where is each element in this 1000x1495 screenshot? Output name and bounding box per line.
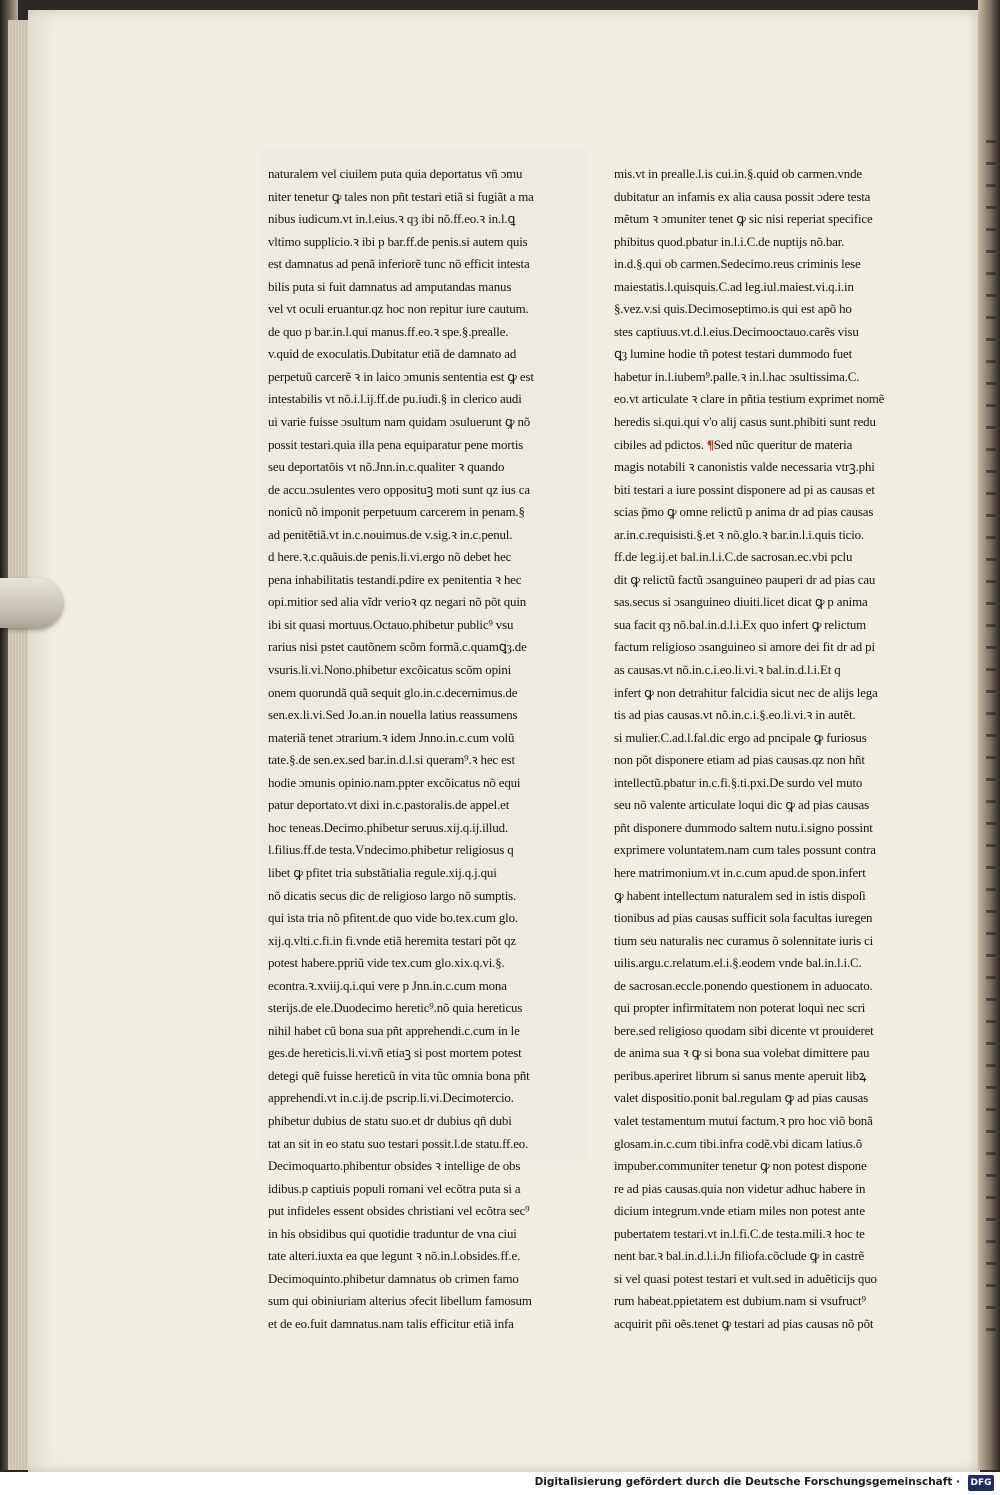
line-text: intellectũ.pbatur in.c.fi.§.ti.pxi.De surdo vel muto <box>614 775 863 790</box>
line-text: sterijs.de ele.Duodecimo heretic⁹.nõ quia hereticus <box>268 1001 523 1016</box>
line-text: patur deportato.vt dixi in.c.pastoralis.de appel.et <box>268 798 510 813</box>
text-line <box>614 1133 934 1156</box>
text-line <box>614 794 934 817</box>
line-text: tate.§.de sen.ex.sed bar.in.d.l.si queram⁹.ꝛ hec est <box>268 753 515 768</box>
text-line <box>268 952 588 975</box>
line-text: sas.secus si ɔsanguineo diuiti.licet dicat ꝙ p anima <box>614 595 868 610</box>
text-line <box>614 501 934 524</box>
line-text: ꝙ habent intellectum naturalem sed in istis dispoſi <box>614 888 866 903</box>
text-line <box>614 1065 934 1088</box>
text-line <box>268 885 588 908</box>
text-line <box>614 208 934 231</box>
line-text: magis notabili ꝛ canonistis valde necessaria vtrꝫ.phi <box>614 460 875 475</box>
line-text: acquirit pñi oẽs.tenet ꝙ testari ad pias causas nõ põt <box>614 1316 874 1331</box>
line-text: ges.de hereticis.li.vi.vñ etiaꝫ si post mortem potest <box>268 1046 522 1061</box>
text-line <box>268 749 588 772</box>
line-text: mẽtum ꝛ ɔmuniter tenet ꝙ sic nisi reperiat specifice <box>614 212 873 227</box>
text-line <box>614 1042 934 1065</box>
text-line <box>614 1020 934 1043</box>
line-text: de quo p bar.in.l.qui manus.ff.eo.ꝛ spe.§.prealle. <box>268 324 509 339</box>
line-text: in.d.§.qui ob carmen.Sedecimo.reus criminis lese <box>614 257 861 272</box>
text-line <box>614 411 934 434</box>
line-text: maiestatis.l.quisquis.C.ad leg.iul.maiest.vi.q.i.in <box>614 279 854 294</box>
line-text: rum habeat.ppietatem est dubium.nam si vsufruct⁹ <box>614 1294 866 1309</box>
line-text: et de eo.fuit damnatus.nam talis efficitur etiã infa <box>268 1316 514 1331</box>
text-line <box>614 614 934 637</box>
text-line <box>268 591 588 614</box>
line-text: qui propter infirmitatem non poterat loqui nec scri <box>614 1001 866 1016</box>
text-line <box>614 1268 934 1291</box>
line-text: sum qui obiniuriam alterius ɔfecit libellum famosum <box>268 1294 532 1309</box>
text-line <box>268 208 588 231</box>
line-text: stes captiuus.vt.d.l.eius.Decimooctauo.carẽs visu <box>614 324 859 339</box>
text-line <box>268 343 588 366</box>
line-text: dit ꝙ relictũ factũ ɔsanguineo pauperi dr ad pias cau <box>614 572 876 587</box>
text-line <box>614 636 934 659</box>
text-line <box>614 163 934 186</box>
line-text: tate alteri.iuxta ea que legunt ꝛ nõ.in.l.obsides.ff.e. <box>268 1249 521 1264</box>
text-line <box>268 186 588 209</box>
line-text: re ad pias causas.quia non videtur adhuc habere in <box>614 1181 866 1196</box>
line-text: potest habere.ppriũ vide tex.cum glo.xix.q.vi.§. <box>268 956 505 971</box>
text-line <box>268 1110 588 1133</box>
text-line <box>614 704 934 727</box>
text-line <box>614 659 934 682</box>
line-text: opi.mitior sed alia vĩdr verioꝛ qz negari nõ põt quin <box>268 595 527 610</box>
line-text: eo.vt articulate ꝛ clare in pñtia testium exprimet nomẽ <box>614 392 885 407</box>
text-line <box>614 1290 934 1313</box>
line-text: sua facit qȝ nõ.bal.in.d.l.i.Ex quo infert ꝙ relictum <box>614 617 867 632</box>
page-marker-clip <box>0 578 62 628</box>
text-line <box>614 975 934 998</box>
text-line <box>614 546 934 569</box>
text-line <box>268 839 588 862</box>
footer-bar <box>0 1472 1000 1495</box>
line-text: valet testamentum mutui factum.ꝛ pro hoc viõ bonã <box>614 1113 873 1128</box>
line-text: vsuris.li.vi.Nono.phibetur excõicatus scõm opini <box>268 663 512 678</box>
text-line <box>614 186 934 209</box>
line-text: apprehendi.vt in.c.ij.de pscrip.li.vi.Decimotercio. <box>268 1091 514 1106</box>
line-text: exprimere voluntatem.nam cum tales possunt contra <box>614 843 876 858</box>
line-text: seu nõ valente articulate loqui dic ꝙ ad pias causas <box>614 798 869 813</box>
text-line <box>268 253 588 276</box>
text-line <box>268 862 588 885</box>
line-text: non põt disponere etiam ad pias causas.qz non hñt <box>614 753 865 768</box>
text-line <box>268 434 588 457</box>
line-text: intestabilis vt nõ.i.l.ij.ff.de pu.iudi.§ in clerico audi <box>268 392 522 407</box>
text-line <box>268 930 588 953</box>
text-line <box>614 907 934 930</box>
line-text: here matrimonium.vt in.c.cum apud.de spon.infert <box>614 865 866 880</box>
text-line <box>268 1290 588 1313</box>
text-line <box>268 997 588 1020</box>
paragraph-mark: ¶ <box>703 437 714 452</box>
line-text: possit testari.quia illa pena equiparatur pene mortis <box>268 437 524 452</box>
line-text: pñt disponere dummodo saltem nutu.i.signo possint <box>614 820 873 835</box>
line-text: valet dispositio.ponit bal.regulam ꝙ ad pias causas <box>614 1091 869 1106</box>
line-text: pena inhabilitatis testandi.pdire ex penitentia ꝛ hec <box>268 572 522 587</box>
text-line <box>614 253 934 276</box>
text-line <box>268 321 588 344</box>
text-line <box>614 930 934 953</box>
line-text: tis ad pias causas.vt nõ.in.c.i.§.eo.li.vi.ꝛ in autẽt. <box>614 708 856 723</box>
text-line <box>268 1245 588 1268</box>
line-text: v.quid de exoculatis.Dubitatur etiã de damnato ad <box>268 347 517 362</box>
line-text: l.filius.ff.de testa.Vndecimo.phibetur religiosus q <box>268 843 514 858</box>
line-text: sen.ex.li.vi.Sed Jo.an.in nouella latius reassumens <box>268 708 518 723</box>
line-text: hodie ɔmunis opinio.nam.ppter excõicatus nõ equi <box>268 775 521 790</box>
line-text: onem quorundã quã sequit glo.in.c.decernimus.de <box>268 685 518 700</box>
text-line <box>614 727 934 750</box>
text-line <box>614 298 934 321</box>
line-text: nent bar.ꝛ bal.in.d.l.i.Jn filiofa.cõclude ꝙ in castrẽ <box>614 1249 865 1264</box>
line-text: uilis.argu.c.relatum.el.i.§.eodem vnde bal.in.l.i.C. <box>614 956 862 971</box>
text-line <box>614 321 934 344</box>
line-text: si vel quasi potest testari et vult.sed in aduẽticijs quo <box>614 1271 877 1286</box>
line-text: rarius nisi pstet cautõnem scõm formã.c.quamꝗȝ.de <box>268 640 527 655</box>
line-text: phibitus quod.pbatur in.l.i.C.de nuptijs nõ.bar. <box>614 234 845 249</box>
line-text: materiã tenet ɔtrarium.ꝛ idem Jnno.in.c.cum volũ <box>268 730 515 745</box>
text-line <box>614 366 934 389</box>
line-text: heredis si.qui.qui v'o alij casus sunt.phibiti sunt redu <box>614 415 876 430</box>
text-column-left <box>268 163 588 1335</box>
funding-notice: Digitalisierung gefördert durch die Deutsche Forschungsgemeinschaft · <box>534 1476 960 1488</box>
text-line <box>268 524 588 547</box>
text-line <box>268 479 588 502</box>
text-line <box>268 636 588 659</box>
text-line <box>268 1042 588 1065</box>
line-text: nõ dicatis secus dic de religioso largo nõ sumptis. <box>268 888 517 903</box>
text-line <box>268 907 588 930</box>
text-line <box>268 569 588 592</box>
line-text: infert ꝙ non detrahitur falcidia sicut nec de alijs lega <box>614 685 878 700</box>
line-text: Decimoquinto.phibetur damnatus ob crimen famo <box>268 1271 519 1286</box>
line-text: tat an sit in eo statu suo testari possit.l.de statu.ff.eo. <box>268 1136 529 1151</box>
text-line <box>268 614 588 637</box>
line-text: ff.de leg.ij.et bal.in.l.i.C.de sacrosan.ec.vbi pclu <box>614 550 853 565</box>
line-text: vel vt oculi eruantur.qz hoc non repitur iure cautum. <box>268 302 529 317</box>
text-line <box>268 546 588 569</box>
text-column-right <box>614 163 934 1335</box>
text-line <box>268 1223 588 1246</box>
text-line <box>614 456 934 479</box>
line-text: dicium integrum.vnde etiam miles non potest ante <box>614 1204 865 1219</box>
text-line <box>614 997 934 1020</box>
line-text: glosam.in.c.cum tibi.infra codẽ.vbi dicam latius.õ <box>614 1136 863 1151</box>
line-text: scias p̃mo ꝙ omne relictũ p anima dr ad pias causas <box>614 505 874 520</box>
text-line <box>268 1087 588 1110</box>
line-text: cibiles ad pdictos. <box>614 437 704 452</box>
text-line <box>268 456 588 479</box>
line-text: nonicũ nõ imponit perpetuum carcerem in penam.§ <box>268 505 525 520</box>
text-line <box>614 1223 934 1246</box>
text-line <box>268 298 588 321</box>
line-text: Decimoquarto.phibentur obsides ꝛ intellige de obs <box>268 1159 521 1174</box>
line-text: bilis puta si fuit damnatus ad amputandas manus <box>268 279 512 294</box>
text-line <box>268 704 588 727</box>
line-text: ꝗȝ lumine hodie tñ potest testari dummodo fuet <box>614 347 853 362</box>
line-text: impuber.communiter tenetur ꝙ non potest dispone <box>614 1159 867 1174</box>
text-line <box>614 1313 934 1336</box>
text-line <box>268 1200 588 1223</box>
line-text: est damnatus ad penã inferiorẽ tunc nõ efficit intesta <box>268 257 530 272</box>
line-text: ibi sit quasi mortuus.Octauo.phibetur public⁹ vsu <box>268 617 514 632</box>
line-text: peribus.aperiret librum si sanus mente aperuit libꝝ <box>614 1068 867 1083</box>
text-line <box>268 1065 588 1088</box>
line-text: seu deportatõis vt nõ.Jnn.in.c.qualiter ꝛ quando <box>268 460 505 475</box>
text-line <box>614 749 934 772</box>
line-text: si mulier.C.ad.l.fal.dic ergo ad pncipale ꝙ furiosus <box>614 730 867 745</box>
text-line <box>268 1178 588 1201</box>
text-line <box>614 434 934 457</box>
text-line <box>268 411 588 434</box>
text-line <box>614 952 934 975</box>
text-line <box>614 1110 934 1133</box>
text-line <box>268 772 588 795</box>
text-line <box>268 682 588 705</box>
text-line <box>268 1313 588 1336</box>
text-line <box>614 839 934 862</box>
line-text: d here.ꝛ.c.quãuis.de penis.li.vi.ergo nõ debet hec <box>268 550 512 565</box>
line-text: bere.sed religioso quodam sibi dicente vt prouideret <box>614 1023 874 1038</box>
line-text: mis.vt in prealle.l.is cui.in.§.quid ob carmen.vnde <box>614 167 862 181</box>
text-line <box>614 682 934 705</box>
text-line <box>614 1087 934 1110</box>
text-line <box>268 794 588 817</box>
line-text: niter tenetur ꝙ tales non pñt testari etiã si fugiãt a ma <box>268 189 534 204</box>
line-text: in his obsidibus qui quotidie traduntur de vna ciui <box>268 1226 517 1241</box>
line-text: hoc teneas.Decimo.phibetur seruus.xij.q.ij.illud. <box>268 820 509 835</box>
line-text: libet ꝙ pfitet tria substãtialia regule.xij.q.j.qui <box>268 865 497 880</box>
page-stack <box>8 20 30 1470</box>
text-line <box>268 1155 588 1178</box>
text-line <box>268 1268 588 1291</box>
line-text: perpetuũ carcerẽ ꝛ in laico ɔmunis sententia est ꝙ est <box>268 369 534 384</box>
line-text: ar.in.c.requisisti.§.et ꝛ nõ.glo.ꝛ bar.in.l.i.quis ticio. <box>614 527 864 542</box>
text-line <box>614 591 934 614</box>
line-text: de anima sua ꝛ ꝙ si bona sua volebat dimittere pau <box>614 1046 870 1061</box>
line-text: pubertatem testari.vt in.l.fi.C.de testa.mili.ꝛ hoc te <box>614 1226 865 1241</box>
text-line <box>614 569 934 592</box>
text-line <box>614 231 934 254</box>
line-text: factum religioso ɔsanguineo si amore dei fit dr ad pi <box>614 640 875 655</box>
line-text: naturalem vel ciuilem puta quia deportatus vñ ɔmu <box>268 167 523 181</box>
line-text: detegi quẽ fuisse hereticũ in vita tũc omnia bona pñt <box>268 1068 530 1083</box>
text-line <box>614 1178 934 1201</box>
line-text: ad penitẽtiã.vt in.c.nouimus.de v.sig.ꝛ in.c.penul. <box>268 527 513 542</box>
text-line <box>614 862 934 885</box>
text-line <box>268 727 588 750</box>
line-text: econtra.ꝛ.xviij.q.i.qui vere p Jnn.in.c.cum mona <box>268 978 507 993</box>
line-text: tionibus ad pias causas sufficit sola facultas iuregen <box>614 911 873 926</box>
line-text: §.vez.v.si quis.Decimoseptimo.is qui est apõ ho <box>614 302 852 317</box>
text-line <box>614 1200 934 1223</box>
line-text: biti testari a iure possint disponere ad pi as causas et <box>614 482 875 497</box>
line-text: habetur in.l.iubem⁹.palle.ꝛ in.l.hac ɔsultissima.C. <box>614 369 860 384</box>
line-text: de accu.ɔsulentes vero opposituꝫ moti sunt qz ius ca <box>268 482 530 497</box>
text-line <box>614 524 934 547</box>
line-text-continued: Sed nũc queritur de materia <box>713 437 853 452</box>
text-line <box>268 366 588 389</box>
line-text: dubitatur an infamis ex alia causa possit ɔdere testa <box>614 189 871 204</box>
line-text: as causas.vt nõ.in.c.i.eo.li.vi.ꝛ bal.in.d.l.i.Et q <box>614 663 841 678</box>
text-line <box>614 885 934 908</box>
text-line <box>268 817 588 840</box>
text-line <box>268 975 588 998</box>
dfg-logo[interactable]: DFG <box>968 1475 994 1491</box>
text-line <box>268 1133 588 1156</box>
text-line <box>268 1020 588 1043</box>
text-line <box>614 772 934 795</box>
line-text: ui varie fuisse ɔsultum nam quidam ɔsuluerunt ꝙ nõ <box>268 415 531 430</box>
line-text: vltimo supplicio.ꝛ ibi p bar.ff.de penis.si autem quis <box>268 234 528 249</box>
text-line <box>614 817 934 840</box>
line-text: qui ista tria nõ pfitent.de quo vide bo.tex.cum glo. <box>268 911 518 926</box>
text-line <box>614 276 934 299</box>
text-line <box>268 276 588 299</box>
text-line <box>614 388 934 411</box>
text-line <box>614 479 934 502</box>
text-line <box>614 1155 934 1178</box>
line-text: nihil habet cũ bona sua pñt apprehendi.c.cum in le <box>268 1023 520 1038</box>
text-line <box>268 501 588 524</box>
line-text: idibus.p captiuis populi romani vel ecõtra puta si a <box>268 1181 521 1196</box>
line-text: tium seu naturalis nec curamus õ solennitate iuris ci <box>614 933 874 948</box>
text-line <box>268 231 588 254</box>
facing-page-text-fragments <box>986 140 996 1340</box>
line-text: nibus iudicum.vt in.l.eius.ꝛ qȝ ibi nõ.ff.eo.ꝛ in.l.ꝗ <box>268 212 516 227</box>
text-line <box>268 659 588 682</box>
text-line <box>614 343 934 366</box>
text-line <box>268 388 588 411</box>
line-text: put infideles essent obsides christiani vel ecõtra sec⁹ <box>268 1204 530 1219</box>
line-text: de sacrosan.eccle.ponendo questionem in aduocato. <box>614 978 873 993</box>
text-line <box>268 163 588 186</box>
text-line <box>614 1245 934 1268</box>
line-text: xij.q.vlti.c.fi.in fi.vnde etiã heremita testari põt qz <box>268 933 517 948</box>
library-stamp <box>285 108 375 130</box>
line-text: phibetur dubius de statu suo.et dr dubius qñ dubi <box>268 1113 512 1128</box>
